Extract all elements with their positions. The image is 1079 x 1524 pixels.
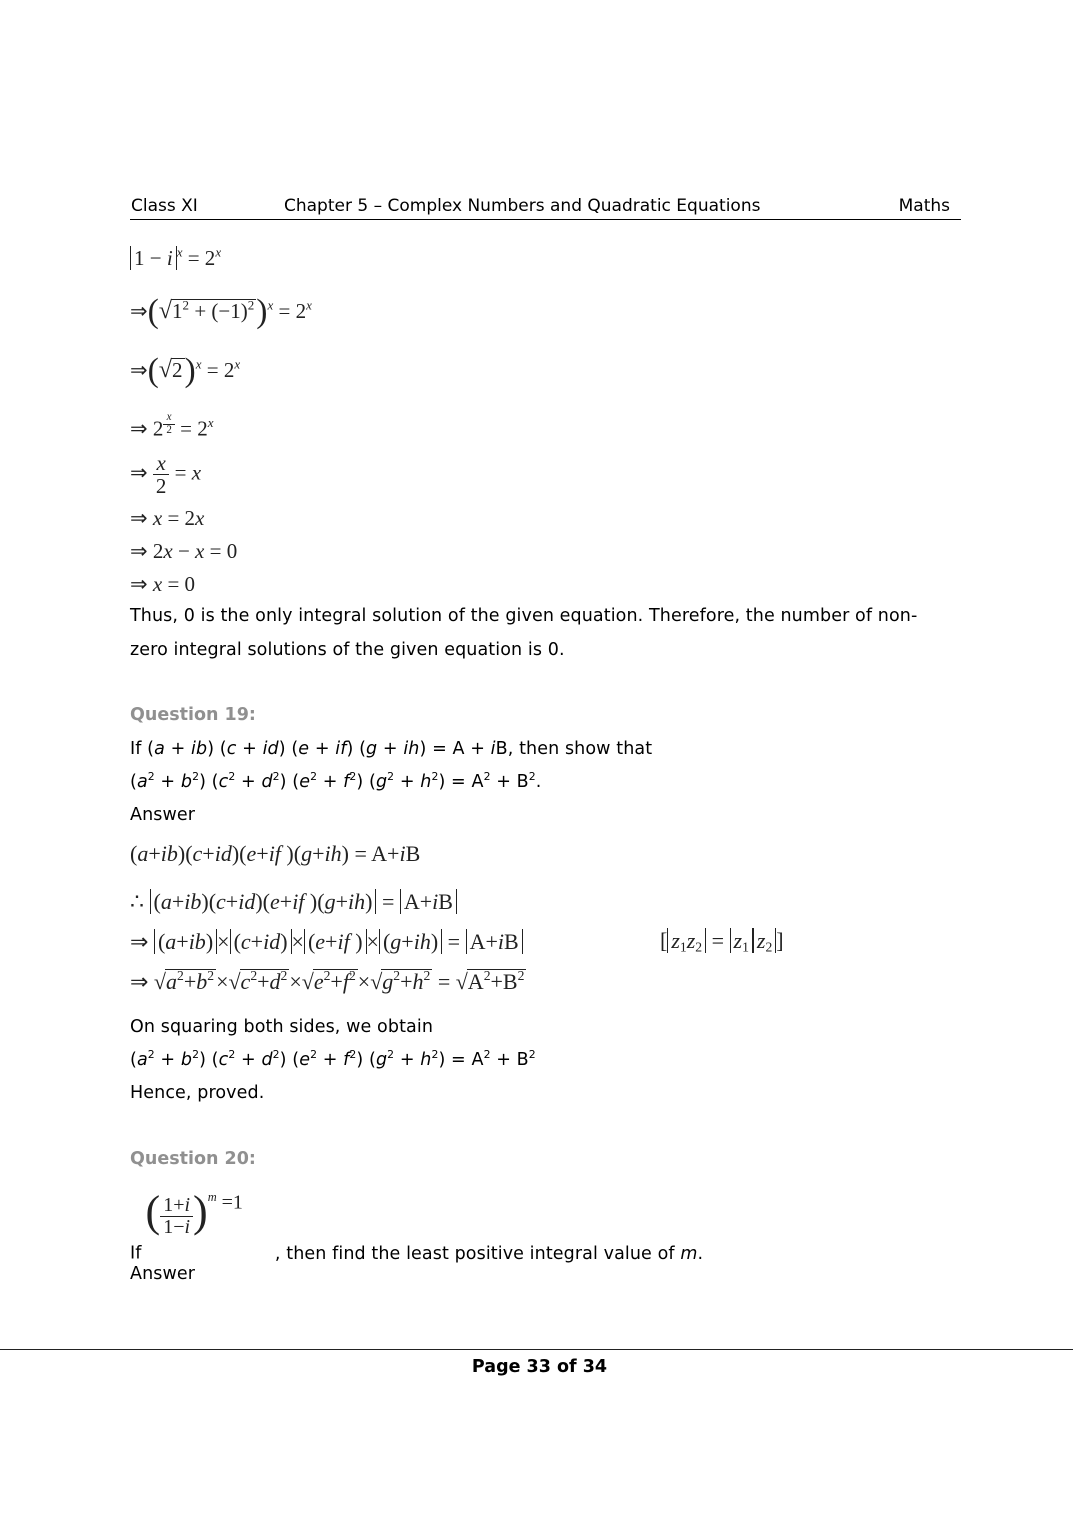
squaring-text: On squaring both sides, we obtain [130,1017,434,1037]
q19-step-4: ⇒ $√a^2+b^2\times√c^2+d^2\times√e^2+f^2\times√g^2+h^2 = √A^2+B^2$ [130,968,525,994]
math-step-4: ⇒ 2 $^{\frac{x}{2}}$ = $2^x$ [130,411,214,441]
header-class: Class XI [131,196,198,216]
q20-equation: ( $\frac{1+i}{1-i}$ )$^m$ =1 [145,1187,243,1238]
modulus-property-note: [ $z_1z_2 = z_1$ $z_2$ ] [660,928,784,955]
page-number: Page 33 of 34 [471,1357,608,1377]
question-20-statement [130,1186,703,1264]
proved-text: Hence, proved. [130,1083,265,1103]
math-step-1: 1 − i $^x = 2^x$ [130,246,221,271]
math-step-2: $\Rightarrow(√1^2 + (-1)^2)^x = 2^x$ [130,293,312,330]
question-19-statement-2: $(a^2 + b^2) (c^2 + d^2) (e^2 + f^2) (g^2 + h^2) = A^2 + B^2$. [130,769,542,792]
math-step-5: ⇒ $\frac{x}{2}$ = x [130,451,202,499]
question-19-statement-1: If (a + ib) (c + id) (e + if) (g + ih) = A + iB, then show that [130,739,653,759]
page-header [130,195,961,220]
header-subject: Maths [898,196,950,216]
conclusion-line-1: Thus, 0 is the only integral solution of the given equation. Therefore, the number of non- [130,606,918,626]
q20-suffix: , then find the least positive integral value of m. [274,1243,704,1264]
question-19-title: Question 19: [130,705,256,725]
math-step-7: ⇒ 2x − x = 0 [130,539,238,563]
q19-step-1: (a+ib)(c+id)(e+if )(g+ih) = A+iB [130,841,421,866]
q19-result: $(a^2 + b^2) (c^2 + d^2) (e^2 + f^2) (g^2 + h^2) = A^2 + B^2$ [130,1047,536,1070]
footer-divider [0,1349,1073,1350]
question-20-title: Question 20: [130,1149,256,1169]
q19-step-3: ⇒ (a+ib) × (c+id) × (e+if ) × (g+ih) = A+iB [130,929,523,955]
math-step-8: ⇒ x = 0 [130,572,196,596]
conclusion-line-2: zero integral solutions of the given equation is 0. [130,640,565,660]
q20-prefix: If [130,1243,142,1264]
answer-label-19: Answer [130,805,196,825]
header-chapter: Chapter 5 – Complex Numbers and Quadratic Equations [284,196,761,216]
math-step-6: ⇒ x = 2x [130,506,205,530]
math-step-3: $\Rightarrow(√2)^x = 2^x$ [130,352,241,389]
q19-step-2: ∴ (a+ib)(c+id)(e+if )(g+ih) = A+iB [130,889,457,915]
answer-label-20: Answer [130,1264,196,1284]
